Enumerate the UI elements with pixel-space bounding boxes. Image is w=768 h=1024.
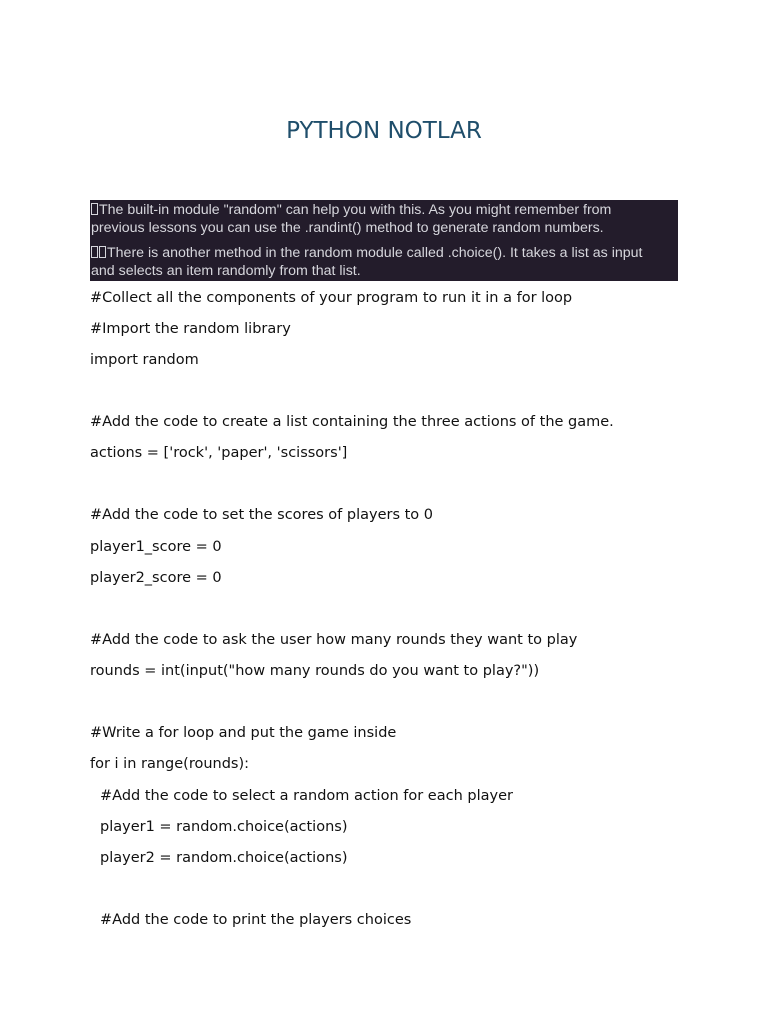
note-paragraph-1 [90,201,611,237]
note-paragraph-2-line-2: and selects an item randomly from that list. [91,263,361,279]
code-line: for i in range(rounds): [90,756,250,772]
missing-glyph-icon [91,246,98,258]
page-title: PYTHON NOTLAR [286,118,482,144]
code-line: rounds = int(input("how many rounds do you want to play?")) [90,663,540,679]
missing-glyph-icon [91,203,98,215]
note-paragraph-2 [90,244,642,280]
code-line: player2 = random.choice(actions) [100,850,348,866]
highlighted-note-block [90,200,678,281]
code-comment-line: #Add the code to create a list containing the three actions of the game. [90,414,614,430]
code-comment-line: #Add the code to print the players choices [100,912,412,928]
code-comment-line: #Collect all the components of your program to run it in a for loop [90,290,573,306]
missing-glyph-icon [99,246,106,258]
code-comment-line: #Write a for loop and put the game inside [90,725,397,741]
code-line: player2_score = 0 [90,570,222,586]
code-line: player1_score = 0 [90,539,222,555]
note-paragraph-1-line-2: previous lessons you can use the .randint() method to generate random numbers. [91,220,604,236]
code-comment-line: #Add the code to set the scores of players to 0 [90,507,434,523]
note-paragraph-1-line-1: The built-in module "random" can help you with this. As you might remember from [99,202,612,218]
code-comment-line: #Add the code to select a random action for each player [100,788,513,804]
note-paragraph-2-line-1: There is another method in the random module called .choice(). It takes a list as input [107,245,643,261]
code-comment-line: #Import the random library [90,321,291,337]
code-line: player1 = random.choice(actions) [100,819,348,835]
code-line: import random [90,352,199,368]
code-line: actions = ['rock', 'paper', 'scissors'] [90,445,348,461]
code-comment-line: #Add the code to ask the user how many rounds they want to play [90,632,578,648]
